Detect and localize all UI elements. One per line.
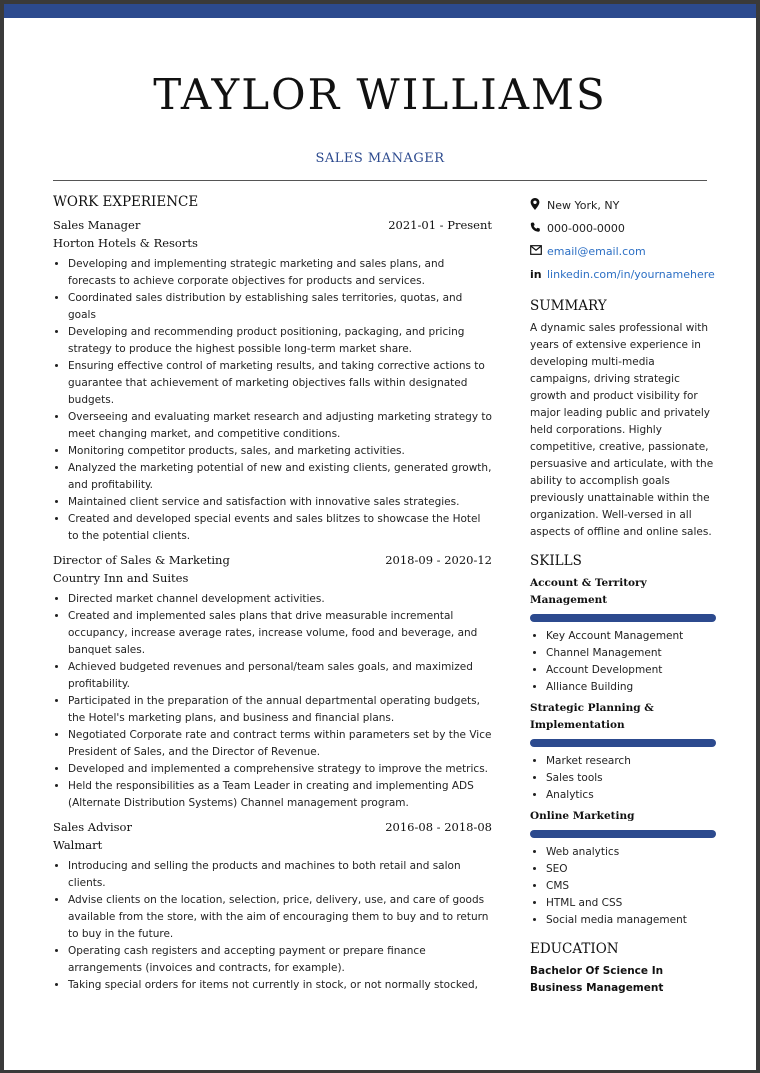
job-dates: 2018-09 - 2020-12 xyxy=(385,553,492,567)
work-experience-section xyxy=(53,194,492,1000)
skill-group xyxy=(530,575,716,696)
list-item: • Participated in the preparation of the annual departmental operating budgets, the Hotel's marketing plans, and business and financial plans. xyxy=(68,693,492,727)
skill-group xyxy=(530,808,716,929)
contact-location xyxy=(530,194,716,217)
skill-items xyxy=(530,844,716,929)
job-position: Sales Advisor xyxy=(53,820,132,834)
list-item: • CMS xyxy=(546,878,716,895)
list-item: • Analytics xyxy=(546,787,716,804)
candidate-name: TAYLOR WILLIAMS xyxy=(153,70,607,119)
list-item: • Ensuring effective control of marketing results, and taking corrective actions to guarantee that achievement of marketing objectives falls within designated budgets. xyxy=(68,358,492,409)
skill-items xyxy=(530,628,716,696)
job-entry xyxy=(53,216,492,545)
contact-phone-text: 000-000-0000 xyxy=(547,222,625,235)
job-position: Sales Manager xyxy=(53,218,141,232)
section-title-education: EDUCATION xyxy=(530,941,619,957)
list-item: • Account Development xyxy=(546,662,716,679)
skill-group-title: Strategic Planning & Implementation xyxy=(530,702,654,731)
job-bullets xyxy=(53,256,492,545)
education-degree: Bachelor Of Science In Business Management xyxy=(530,965,664,994)
list-item: • Taking special orders for items not currently in stock, or not normally stocked, xyxy=(68,977,492,994)
list-item: • Created and developed special events and sales blitzes to showcase the Hotel to the potential clients. xyxy=(68,511,492,545)
resume-page xyxy=(4,4,756,1070)
linkedin-link[interactable]: linkedin.com/in/yournamehere xyxy=(547,268,715,281)
list-item: • Key Account Management xyxy=(546,628,716,645)
list-item: • Analyzed the marketing potential of new and existing clients, generated growth, and profitability. xyxy=(68,460,492,494)
list-item: • Alliance Building xyxy=(546,679,716,696)
envelope-icon xyxy=(530,245,547,258)
job-dates: 2016-08 - 2018-08 xyxy=(385,820,492,834)
list-item: • SEO xyxy=(546,861,716,878)
contact-location-text: New York, NY xyxy=(547,199,620,212)
list-item: • Web analytics xyxy=(546,844,716,861)
contact-linkedin[interactable] xyxy=(530,263,716,286)
phone-icon xyxy=(530,222,547,236)
list-item: • Achieved budgeted revenues and personal/team sales goals, and maximized profitability. xyxy=(68,659,492,693)
list-item: • Operating cash registers and accepting payment or prepare finance arrangements (invoices and contracts, for example). xyxy=(68,943,492,977)
summary-text: A dynamic sales professional with years of extensive experience in developing multi-media campaigns, driving strategic growth and product visibility for major leading public and privately held corporations. Highly competitive, creative, passionate, persuasive and articulate, with the ability to accomplish goals previously unattainable within the organization. Well-versed in all aspects of offline and online sales. xyxy=(530,322,714,538)
job-header xyxy=(53,551,492,569)
list-item: • Overseeing and evaluating market research and adjusting marketing strategy to meet changing market, and competitive conditions. xyxy=(68,409,492,443)
job-title: SALES MANAGER xyxy=(315,151,445,166)
email-link[interactable]: email@email.com xyxy=(547,245,646,258)
list-item: • Directed market channel development activities. xyxy=(68,591,492,608)
list-item: • Held the responsibilities as a Team Leader in creating and implementing ADS (Alternate Distribution Systems) Channel management program. xyxy=(68,778,492,812)
section-title-summary: SUMMARY xyxy=(530,298,607,314)
job-entry xyxy=(53,818,492,994)
header-divider xyxy=(53,180,707,181)
job-company: Walmart xyxy=(53,838,103,852)
list-item: • Advise clients on the location, selection, price, delivery, use, and care of goods available from the store, with the aim of encouraging them to buy and to return to buy in the future. xyxy=(68,892,492,943)
skill-items xyxy=(530,753,716,804)
list-item: • Created and implemented sales plans that drive measurable incremental occupancy, increase average rates, increase volume, food and beverage, and banquet sales. xyxy=(68,608,492,659)
job-header xyxy=(53,818,492,836)
skill-level-bar xyxy=(530,614,716,622)
list-item: • Negotiated Corporate rate and contract terms within parameters set by the Vice President of Sales, and the Director of Revenue. xyxy=(68,727,492,761)
list-item: • Channel Management xyxy=(546,645,716,662)
contact-phone xyxy=(530,217,716,240)
skill-group-title: Account & Territory Management xyxy=(530,577,647,606)
skill-level-bar xyxy=(530,739,716,747)
list-item: • Developing and implementing strategic marketing and sales plans, and forecasts to achieve corporate objectives for products and services. xyxy=(68,256,492,290)
job-position: Director of Sales & Marketing xyxy=(53,553,230,567)
list-item: • Maintained client service and satisfaction with innovative sales strategies. xyxy=(68,494,492,511)
list-item: • Coordinated sales distribution by establishing sales territories, quotas, and goals xyxy=(68,290,492,324)
top-accent-bar xyxy=(4,4,756,18)
job-dates: 2021-01 - Present xyxy=(388,218,492,232)
list-item: • Social media management xyxy=(546,912,716,929)
skill-group-title: Online Marketing xyxy=(530,810,635,822)
linkedin-icon: in xyxy=(530,268,542,281)
list-item: • Market research xyxy=(546,753,716,770)
job-entry xyxy=(53,551,492,812)
job-bullets xyxy=(53,858,492,994)
job-bullets xyxy=(53,591,492,812)
skill-group xyxy=(530,700,716,804)
list-item: • Monitoring competitor products, sales, and marketing activities. xyxy=(68,443,492,460)
list-item: • Developed and implemented a comprehensive strategy to improve the metrics. xyxy=(68,761,492,778)
skill-level-bar xyxy=(530,830,716,838)
section-title-work: WORK EXPERIENCE xyxy=(53,194,199,210)
contact-list xyxy=(530,194,716,286)
list-item: • Developing and recommending product positioning, packaging, and pricing strategy to produce the highest possible long-term market share. xyxy=(68,324,492,358)
list-item: • Introducing and selling the products and machines to both retail and salon clients. xyxy=(68,858,492,892)
section-title-skills: SKILLS xyxy=(530,553,582,569)
job-company: Horton Hotels & Resorts xyxy=(53,236,198,250)
sidebar-column xyxy=(530,194,716,997)
list-item: • Sales tools xyxy=(546,770,716,787)
job-header xyxy=(53,216,492,234)
contact-email[interactable] xyxy=(530,240,716,263)
location-pin-icon xyxy=(530,198,547,213)
list-item: • HTML and CSS xyxy=(546,895,716,912)
job-company: Country Inn and Suites xyxy=(53,571,189,585)
